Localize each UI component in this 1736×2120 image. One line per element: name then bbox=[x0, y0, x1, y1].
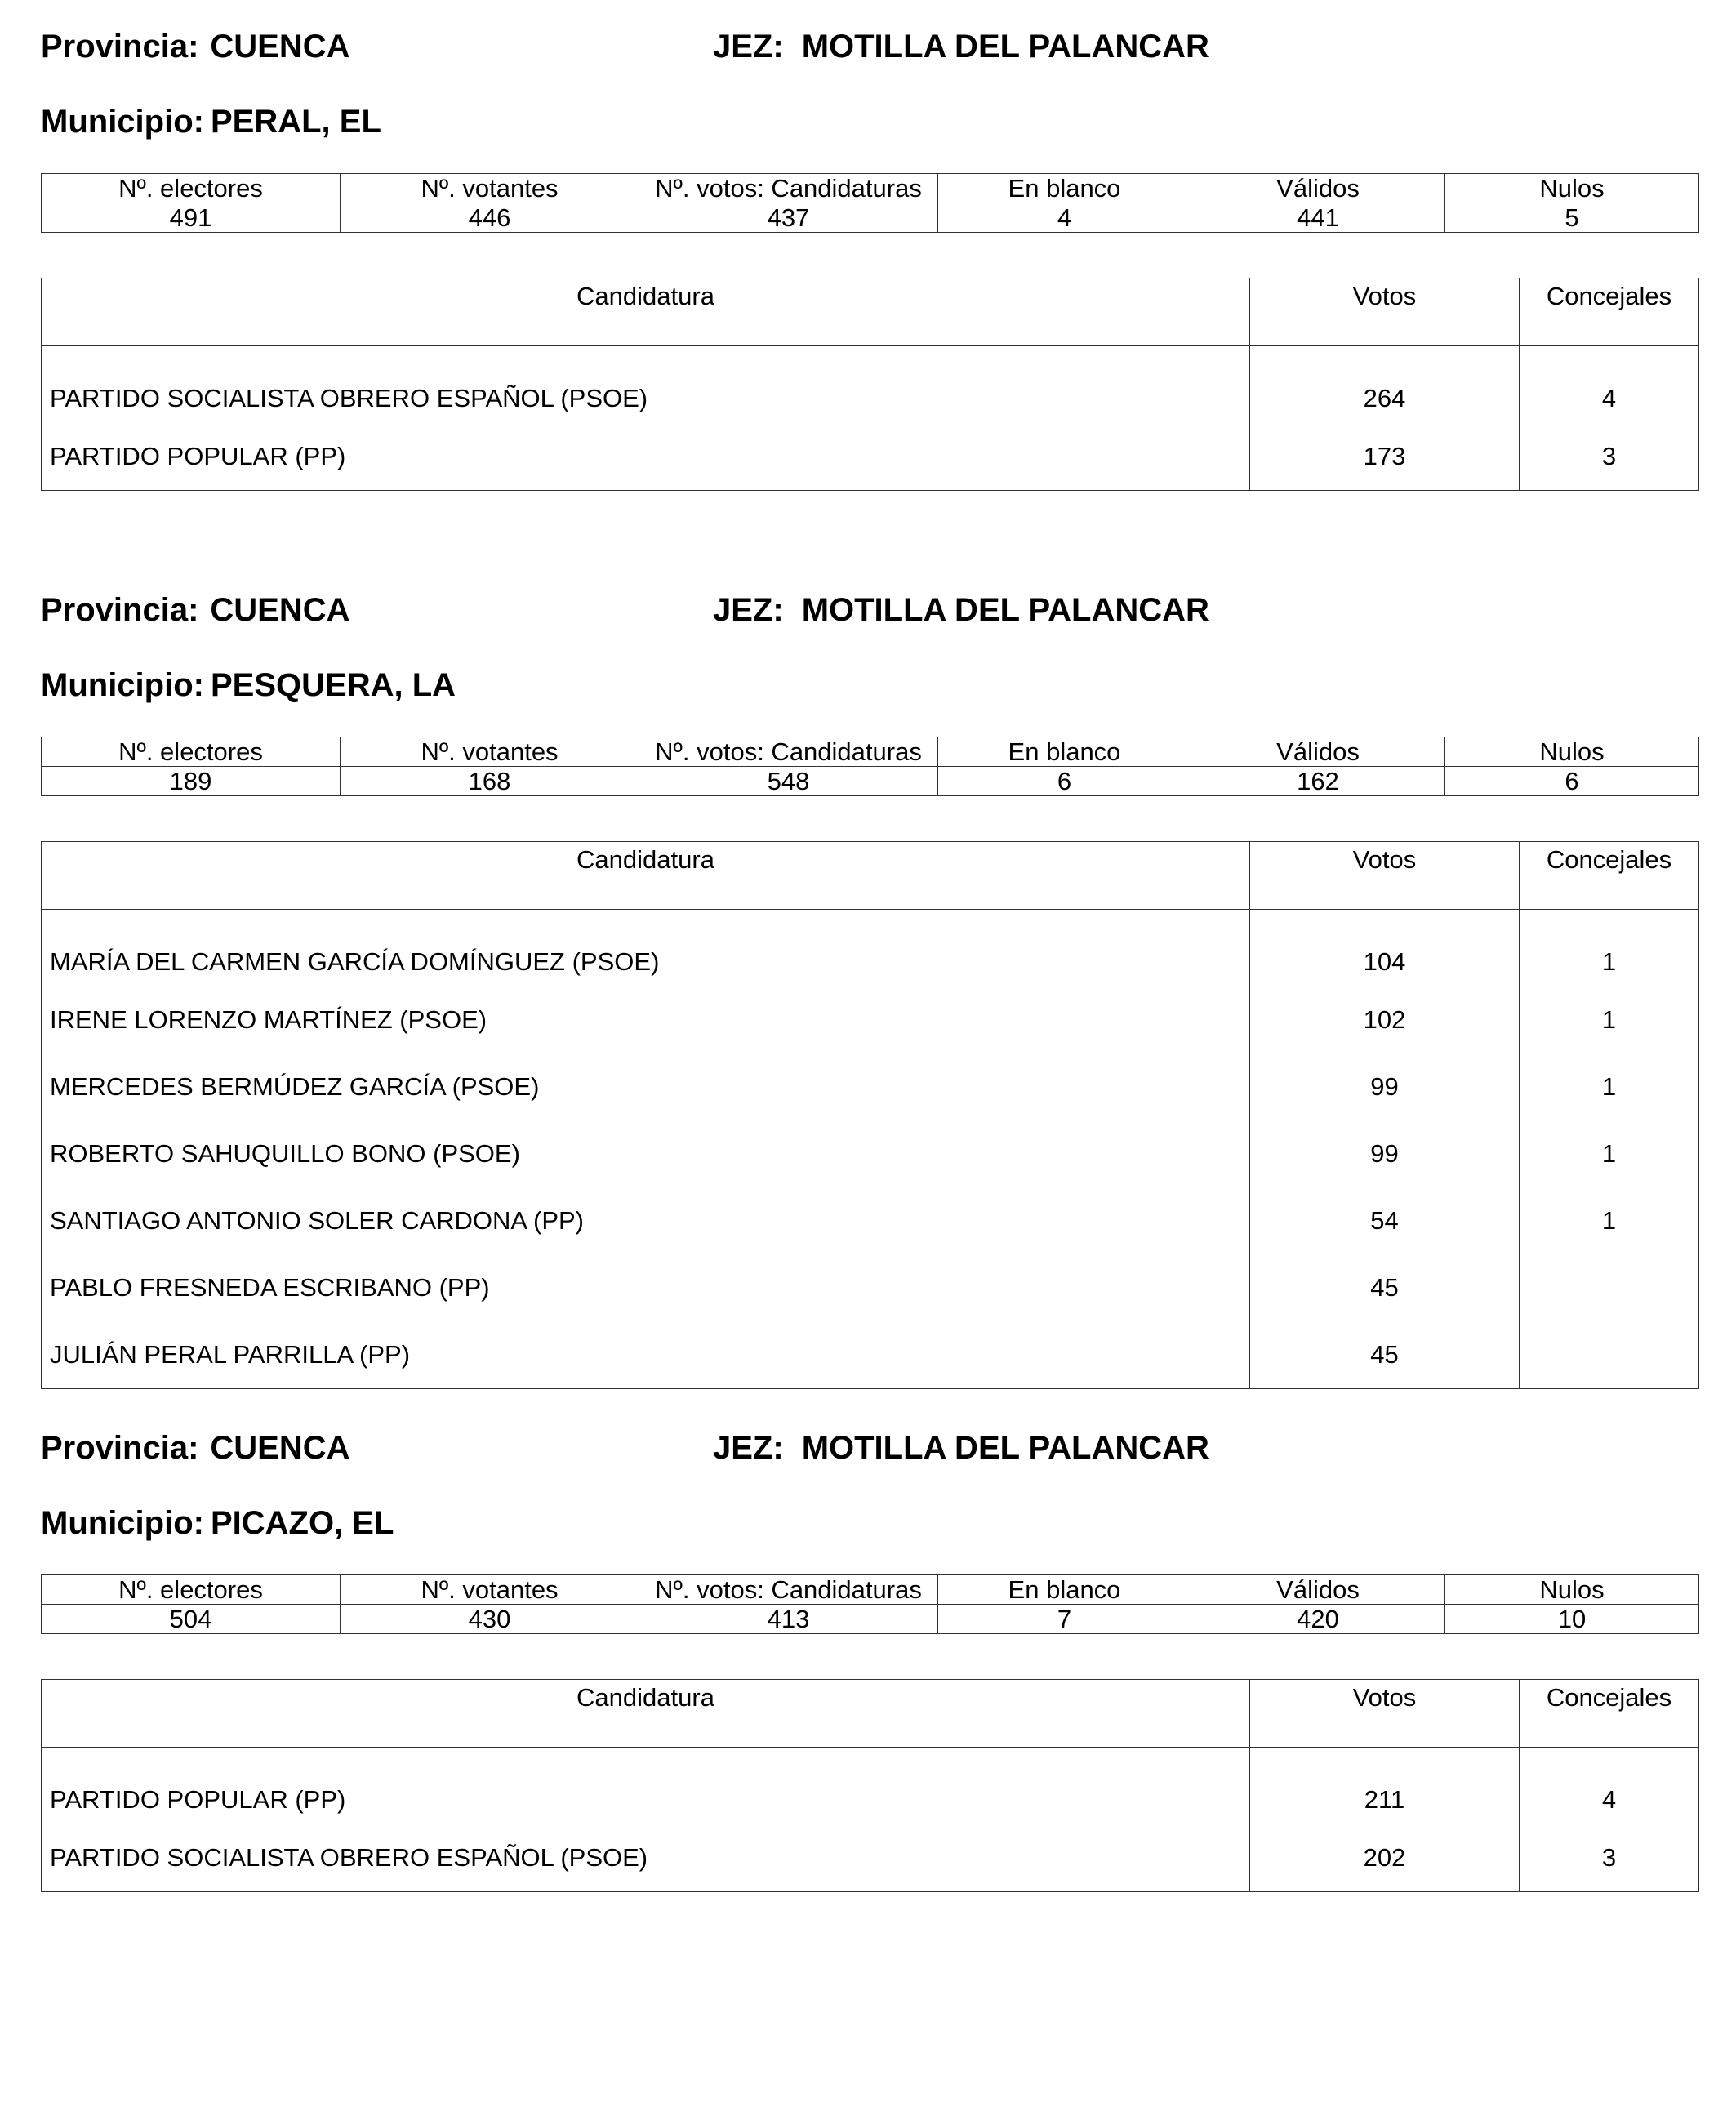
section-picazo bbox=[41, 1427, 1698, 1885]
votos-cell: 211 bbox=[1250, 1748, 1520, 1825]
municipio-line bbox=[41, 101, 381, 142]
header-votos: Votos bbox=[1250, 1680, 1520, 1748]
summary-table bbox=[41, 1574, 1699, 1634]
header-votantes: Nº. votantes bbox=[341, 737, 639, 767]
header-votos: Votos bbox=[1250, 278, 1520, 346]
header-candidatura: Candidatura bbox=[42, 278, 1250, 346]
provincia-line bbox=[41, 590, 350, 630]
provincia-line bbox=[41, 1427, 350, 1468]
jez-value: MOTILLA DEL PALANCAR bbox=[801, 1430, 1209, 1466]
header-validos: Válidos bbox=[1191, 174, 1445, 203]
concejales-cell: 1 bbox=[1520, 1187, 1699, 1254]
value-validos: 162 bbox=[1191, 767, 1445, 796]
provincia-line bbox=[41, 26, 350, 67]
header-nulos: Nulos bbox=[1445, 1575, 1699, 1605]
table-row bbox=[42, 423, 1699, 491]
candidatura-cell: PARTIDO POPULAR (PP) bbox=[42, 1748, 1250, 1825]
candidatura-cell: MARÍA DEL CARMEN GARCÍA DOMÍNGUEZ (PSOE) bbox=[42, 910, 1250, 987]
header-electores: Nº. electores bbox=[42, 1575, 341, 1605]
header-concejales: Concejales bbox=[1520, 842, 1699, 910]
table-row bbox=[42, 1824, 1699, 1892]
jez-line bbox=[713, 26, 1209, 67]
candidatura-cell: PARTIDO SOCIALISTA OBRERO ESPAÑOL (PSOE) bbox=[42, 1824, 1250, 1892]
candidatura-cell: MERCEDES BERMÚDEZ GARCÍA (PSOE) bbox=[42, 1053, 1250, 1120]
table-row bbox=[42, 910, 1699, 987]
table-row bbox=[42, 1321, 1699, 1389]
provincia-value: CUENCA bbox=[210, 592, 350, 628]
table-row bbox=[42, 1254, 1699, 1321]
value-nulos: 10 bbox=[1445, 1605, 1699, 1634]
header-concejales: Concejales bbox=[1520, 1680, 1699, 1748]
header-validos: Válidos bbox=[1191, 737, 1445, 767]
header-votos-candidaturas: Nº. votos: Candidaturas bbox=[639, 737, 938, 767]
candidatura-cell: IRENE LORENZO MARTÍNEZ (PSOE) bbox=[42, 987, 1250, 1053]
summary-header-row bbox=[42, 174, 1699, 203]
results-header-row bbox=[42, 842, 1699, 910]
votos-cell: 264 bbox=[1250, 346, 1520, 424]
header-candidatura: Candidatura bbox=[42, 1680, 1250, 1748]
value-electores: 504 bbox=[42, 1605, 341, 1634]
table-row bbox=[42, 1120, 1699, 1187]
value-validos: 420 bbox=[1191, 1605, 1445, 1634]
jez-line bbox=[713, 1427, 1209, 1468]
provincia-value: CUENCA bbox=[210, 29, 350, 65]
results-table bbox=[41, 1679, 1699, 1892]
value-votos-candidaturas: 413 bbox=[639, 1605, 938, 1634]
municipio-label: Municipio: bbox=[41, 667, 204, 703]
votos-cell: 202 bbox=[1250, 1824, 1520, 1892]
votos-cell: 102 bbox=[1250, 987, 1520, 1053]
municipio-value: PESQUERA, LA bbox=[210, 667, 456, 703]
value-validos: 441 bbox=[1191, 203, 1445, 233]
header-electores: Nº. electores bbox=[42, 174, 341, 203]
votos-cell: 173 bbox=[1250, 423, 1520, 491]
summary-value-row bbox=[42, 767, 1699, 796]
concejales-cell bbox=[1520, 1321, 1699, 1389]
header-electores: Nº. electores bbox=[42, 737, 341, 767]
jez-value: MOTILLA DEL PALANCAR bbox=[801, 592, 1209, 628]
table-row bbox=[42, 1748, 1699, 1825]
table-row bbox=[42, 346, 1699, 424]
summary-value-row bbox=[42, 1605, 1699, 1634]
candidatura-cell: SANTIAGO ANTONIO SOLER CARDONA (PP) bbox=[42, 1187, 1250, 1254]
value-votantes: 446 bbox=[341, 203, 639, 233]
value-votantes: 430 bbox=[341, 1605, 639, 1634]
value-nulos: 6 bbox=[1445, 767, 1699, 796]
municipio-line bbox=[41, 665, 456, 706]
votos-cell: 54 bbox=[1250, 1187, 1520, 1254]
value-votos-candidaturas: 437 bbox=[639, 203, 938, 233]
municipio-value: PICAZO, EL bbox=[210, 1505, 394, 1541]
concejales-cell: 3 bbox=[1520, 1824, 1699, 1892]
summary-table bbox=[41, 737, 1699, 796]
concejales-cell: 1 bbox=[1520, 1120, 1699, 1187]
jez-label: JEZ: bbox=[713, 29, 784, 65]
header-votantes: Nº. votantes bbox=[341, 1575, 639, 1605]
jez-label: JEZ: bbox=[713, 592, 784, 628]
concejales-cell: 1 bbox=[1520, 1053, 1699, 1120]
header-votos: Votos bbox=[1250, 842, 1520, 910]
section-pesquera bbox=[41, 590, 1698, 1382]
votos-cell: 45 bbox=[1250, 1254, 1520, 1321]
candidatura-cell: PABLO FRESNEDA ESCRIBANO (PP) bbox=[42, 1254, 1250, 1321]
candidatura-cell: JULIÁN PERAL PARRILLA (PP) bbox=[42, 1321, 1250, 1389]
header-en-blanco: En blanco bbox=[938, 1575, 1191, 1605]
value-en-blanco: 6 bbox=[938, 767, 1191, 796]
header-candidatura: Candidatura bbox=[42, 842, 1250, 910]
concejales-cell: 4 bbox=[1520, 1748, 1699, 1825]
header-en-blanco: En blanco bbox=[938, 174, 1191, 203]
votos-cell: 99 bbox=[1250, 1053, 1520, 1120]
concejales-cell: 1 bbox=[1520, 910, 1699, 987]
concejales-cell bbox=[1520, 1254, 1699, 1321]
summary-header-row bbox=[42, 737, 1699, 767]
municipio-value: PERAL, EL bbox=[210, 104, 381, 140]
votos-cell: 45 bbox=[1250, 1321, 1520, 1389]
jez-value: MOTILLA DEL PALANCAR bbox=[801, 29, 1209, 65]
provincia-label: Provincia: bbox=[41, 1430, 199, 1466]
results-table bbox=[41, 278, 1699, 491]
header-en-blanco: En blanco bbox=[938, 737, 1191, 767]
header-nulos: Nulos bbox=[1445, 737, 1699, 767]
value-en-blanco: 7 bbox=[938, 1605, 1191, 1634]
table-row bbox=[42, 1187, 1699, 1254]
summary-value-row bbox=[42, 203, 1699, 233]
value-electores: 189 bbox=[42, 767, 341, 796]
concejales-cell: 1 bbox=[1520, 987, 1699, 1053]
results-header-row bbox=[42, 278, 1699, 346]
header-nulos: Nulos bbox=[1445, 174, 1699, 203]
votos-cell: 104 bbox=[1250, 910, 1520, 987]
header-votos-candidaturas: Nº. votos: Candidaturas bbox=[639, 1575, 938, 1605]
candidatura-cell: PARTIDO POPULAR (PP) bbox=[42, 423, 1250, 491]
summary-table bbox=[41, 173, 1699, 233]
table-row bbox=[42, 987, 1699, 1053]
concejales-cell: 4 bbox=[1520, 346, 1699, 424]
value-votos-candidaturas: 548 bbox=[639, 767, 938, 796]
concejales-cell: 3 bbox=[1520, 423, 1699, 491]
results-header-row bbox=[42, 1680, 1699, 1748]
value-en-blanco: 4 bbox=[938, 203, 1191, 233]
table-row bbox=[42, 1053, 1699, 1120]
candidatura-cell: ROBERTO SAHUQUILLO BONO (PSOE) bbox=[42, 1120, 1250, 1187]
municipio-label: Municipio: bbox=[41, 104, 204, 140]
provincia-value: CUENCA bbox=[210, 1430, 350, 1466]
provincia-label: Provincia: bbox=[41, 29, 199, 65]
value-votantes: 168 bbox=[341, 767, 639, 796]
header-votantes: Nº. votantes bbox=[341, 174, 639, 203]
municipio-label: Municipio: bbox=[41, 1505, 204, 1541]
header-votos-candidaturas: Nº. votos: Candidaturas bbox=[639, 174, 938, 203]
candidatura-cell: PARTIDO SOCIALISTA OBRERO ESPAÑOL (PSOE) bbox=[42, 346, 1250, 424]
votos-cell: 99 bbox=[1250, 1120, 1520, 1187]
value-nulos: 5 bbox=[1445, 203, 1699, 233]
jez-line bbox=[713, 590, 1209, 630]
jez-label: JEZ: bbox=[713, 1430, 784, 1466]
header-concejales: Concejales bbox=[1520, 278, 1699, 346]
municipio-line bbox=[41, 1503, 394, 1543]
provincia-label: Provincia: bbox=[41, 592, 199, 628]
summary-header-row bbox=[42, 1575, 1699, 1605]
section-peral bbox=[41, 26, 1698, 483]
value-electores: 491 bbox=[42, 203, 341, 233]
header-validos: Válidos bbox=[1191, 1575, 1445, 1605]
results-table bbox=[41, 841, 1699, 1389]
